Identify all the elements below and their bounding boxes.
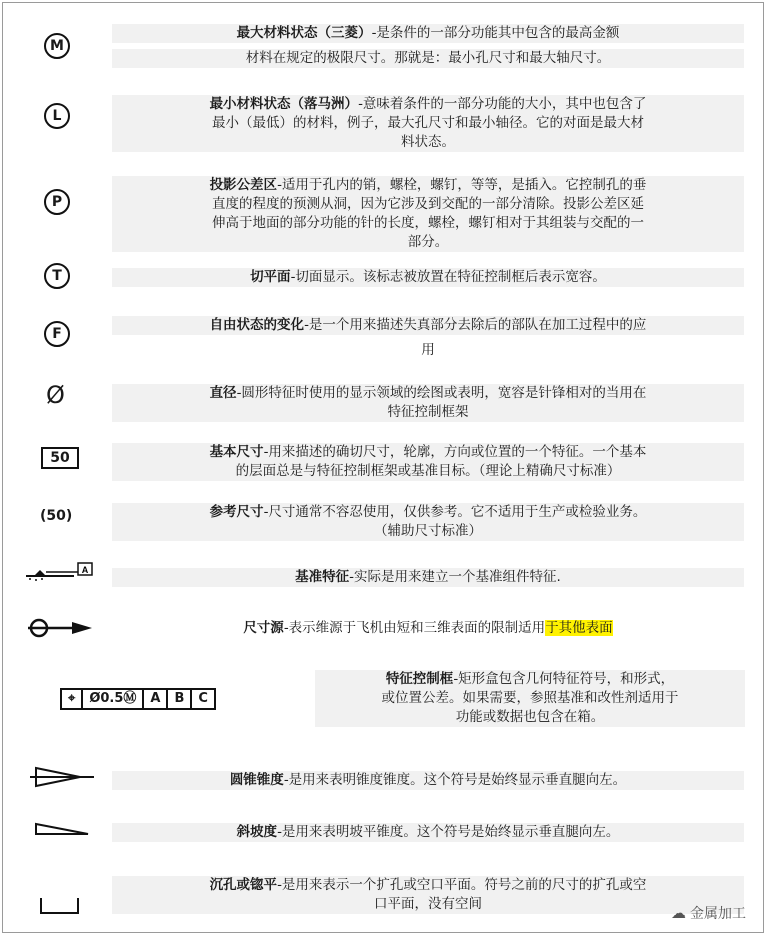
projected-tolerance-icon: P (44, 189, 70, 215)
dimension-origin-icon (28, 617, 94, 643)
watermark: ☁ 金属加工 (671, 904, 746, 922)
counterbore-icon (38, 896, 82, 920)
svg-text:A: A (81, 565, 89, 575)
term: 最大材料状态（三菱） (236, 25, 372, 41)
feature-control-frame: ⌖ Ø0.5Ⓜ A B C (60, 688, 216, 710)
slope-icon (32, 820, 92, 844)
item-free-state: 自由状态的变化-是一个用来描述失真部分去除后的部队在加工过程中的应 用 (112, 316, 744, 360)
reference-dimension-icon: (50) (40, 508, 73, 524)
item-reference-dimension: 参考尺寸-尺寸通常不容忍使用，仅供参考。它不适用于生产或检验业务。 （辅助尺寸标准） (112, 503, 744, 541)
mmc-symbol-icon: M (44, 33, 70, 59)
item-diameter: 直径-圆形特征时使用的显示领域的绘图或表明，宽容是针锋相对的当用在 特征控制框架 (112, 384, 744, 422)
conical-taper-icon (30, 765, 96, 793)
item-lmc: 最小材料状态（落马洲）-意味着条件的一部分功能的大小，其中也包含了 最小（最低）的材料，例子，最大孔尺寸和最小轴径。它的对面是最大材 料状态。 (112, 95, 744, 152)
tangent-plane-icon: T (44, 263, 70, 289)
diameter-icon: Ø (46, 381, 65, 409)
datum-feature-icon (22, 558, 98, 586)
lmc-symbol-icon: L (44, 103, 70, 129)
item-datum-feature: 基准特征-实际是用来建立一个基准组件特征. (112, 568, 744, 587)
item-dimension-origin: 尺寸源-表示维源于飞机由短和三维表面的限制适用于其他表面 (243, 620, 613, 636)
item-slope: 斜坡度-是用来表明坡平锥度。这个符号是始终显示垂直腿向左。 (112, 823, 744, 842)
item-projected-tolerance: 投影公差区-适用于孔内的销，螺栓，螺钉，等等，是插入。它控制孔的垂 直度的程度的预测从洞，因为它涉及到交配的一部分清除。投影公差区延 伸高于地面的部分功能的针的长度，螺栓，螺钉相对于其组装与交配的一 部分。 (112, 176, 744, 252)
item-mmc: 最大材料状态（三菱）-是条件的一部分功能其中包含的最高金额 材料在规定的极限尺寸。那就是：最小孔尺寸和最大轴尺寸。 (112, 24, 744, 68)
wechat-icon: ☁ (671, 904, 686, 922)
free-state-icon: F (44, 321, 70, 347)
basic-dimension-icon: 50 (41, 447, 79, 469)
item-tangent-plane: 切平面-切面显示。该标志被放置在特征控制框后表示宽容。 (112, 268, 744, 287)
item-conical-taper: 圆锥锥度-是用来表明锥度锥度。这个符号是始终显示垂直腿向左。 (112, 771, 744, 790)
item-feature-control-frame: 特征控制框-矩形盒包含几何特征符号，和形式， 或位置公差。如果需要，参照基准和改性剂适用于 功能或数据也包含在箱。 (315, 670, 745, 727)
item-basic-dimension: 基本尺寸-用来描述的确切尺寸，轮廓，方向或位置的一个特征。一个基本 的层面总是与特征控制框架或基准目标。（理论上精确尺寸标准） (112, 443, 744, 481)
item-counterbore: 沉孔或锪平-是用来表示一个扩孔或空口平面。符号之前的尺寸的扩孔或空 口平面，没有空间 (112, 876, 744, 914)
